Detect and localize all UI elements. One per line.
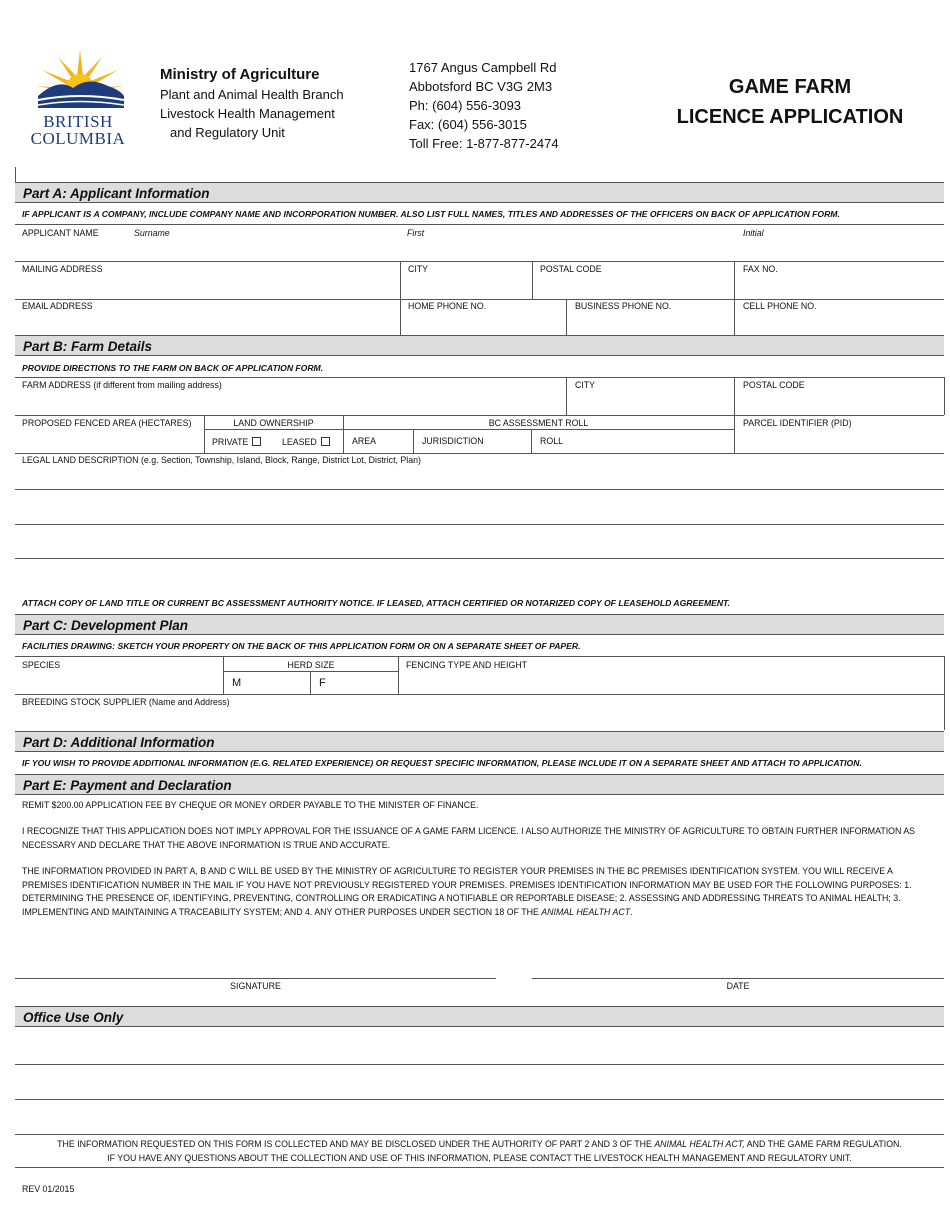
logo-line2: COLUMBIA — [30, 129, 126, 148]
address-phone: Ph: (604) 556-3093 — [409, 98, 522, 113]
logo-line1: BRITISH — [43, 112, 113, 131]
part-b-heading: Part B: Farm Details — [15, 335, 944, 356]
info-end: . — [630, 906, 633, 917]
bc-logo-icon — [28, 48, 133, 108]
footer-line1-act: ANIMAL HEALTH ACT, — [654, 1139, 745, 1149]
part-d-note: IF YOU WISH TO PROVIDE ADDITIONAL INFORMATION (E.G. RELATED EXPERIENCE) OR REQUEST SPECIFIC INFORMATION, PLEASE INCLUDE IT ON A SEPARATE SHEET AND ATTACH TO APPLICATION. — [22, 758, 862, 768]
info-text — [22, 865, 937, 919]
signature-label: SIGNATURE — [230, 981, 281, 991]
ministry-branch: Plant and Animal Health Branch — [160, 87, 344, 102]
bc-logo — [28, 48, 133, 148]
part-e-heading: Part E: Payment and Declaration — [15, 774, 944, 795]
address-street: 1767 Angus Campbell Rd — [409, 60, 557, 75]
ministry-unit1: Livestock Health Management — [160, 106, 335, 121]
recognize-text: I RECOGNIZE THAT THIS APPLICATION DOES NOT IMPLY APPROVAL FOR THE ISSUANCE OF A GAME FARM LICENCE. I ALSO AUTHORIZE THE MINISTRY OF AGRICULTURE TO OBTAIN FURTHER INFORMATION AS NECESSARY AND DECLARE THAT THE ABOVE INFORMATION IS TRUE AND ACCURATE. — [22, 826, 916, 850]
initial-label: Initial — [743, 228, 764, 238]
office-use-heading: Office Use Only — [15, 1006, 944, 1027]
postal-code-label: POSTAL CODE — [540, 264, 602, 274]
leased-label: LEASED — [282, 437, 317, 447]
city-label: CITY — [408, 264, 429, 274]
fax-label: FAX NO. — [743, 264, 778, 274]
jurisdiction-label: JURISDICTION — [422, 436, 484, 446]
leased-option[interactable] — [282, 437, 330, 447]
private-option[interactable] — [212, 437, 261, 447]
surname-label: Surname — [134, 228, 170, 238]
species-label: SPECIES — [22, 660, 61, 670]
herd-m-label: M — [232, 677, 242, 689]
land-ownership-label: LAND OWNERSHIP — [233, 418, 314, 428]
farm-address-label: FARM ADDRESS (if different from mailing address) — [22, 380, 222, 390]
info-main: THE INFORMATION PROVIDED IN PART A, B AND C WILL BE USED BY THE MINISTRY OF AGRICULTURE TO REGISTER YOUR PREMISES IN THE BC PREMISES IDENTIFICATION SYSTEM. YOU WILL RECEIVE A PREMISES IDENTIFICATION NUMBER IN THE MAIL IF YOU HAVE NOT PREVIOUSLY REGISTERED YOUR PREMISES. PREMISES IDENTIFICATION INFORMATION MAY BE USED FOR THE FOLLOWING PURPOSES: 1. DETERMINING THE PRESENCE OF, IDENTIFYING, PREVENTING, CONTROLLING OR ERADICATING A NOTIFIABLE OR REPORTABLE DISEASE; 2. ASSESSING AND ADDRESSING THREATS TO ANIMAL HEALTH; 3. IMPLEMENTING AND MAINTAINING A TRACEABILITY SYSTEM; AND 4. ANY OTHER PURPOSES UNDER SECTION 18 OF THE — [22, 866, 912, 917]
page-title — [660, 72, 920, 132]
part-c-note: FACILITIES DRAWING: SKETCH YOUR PROPERTY ON THE BACK OF THIS APPLICATION FORM OR ON A SEPARATE SHEET OF PAPER. — [22, 641, 581, 651]
footer-line1 — [15, 1138, 944, 1152]
footer-line1-a: THE INFORMATION REQUESTED ON THIS FORM IS COLLECTED AND MAY BE DISCLOSED UNDER THE AUTHORITY OF PART 2 AND 3 OF THE — [57, 1139, 655, 1149]
home-phone-label: HOME PHONE NO. — [408, 301, 487, 311]
fenced-area-label: PROPOSED FENCED AREA (HECTARES) — [22, 418, 192, 428]
breeding-label: BREEDING STOCK SUPPLIER (Name and Address) — [22, 697, 230, 707]
ministry-name: Ministry of Agriculture — [160, 66, 320, 83]
part-b-note: PROVIDE DIRECTIONS TO THE FARM ON BACK OF APPLICATION FORM. — [22, 363, 324, 373]
private-label: PRIVATE — [212, 437, 249, 447]
remit-text: REMIT $200.00 APPLICATION FEE BY CHEQUE OR MONEY ORDER PAYABLE TO THE MINISTER OF FINANCE. — [22, 800, 479, 810]
private-checkbox[interactable] — [252, 437, 261, 446]
date-label: DATE — [726, 981, 750, 991]
footer-line2: IF YOU HAVE ANY QUESTIONS ABOUT THE COLLECTION AND USE OF THIS INFORMATION, PLEASE CONTACT THE LIVESTOCK HEALTH MANAGEMENT AND REGULATORY UNIT. — [107, 1152, 852, 1163]
cell-phone-label: CELL PHONE NO. — [743, 301, 817, 311]
address-fax: Fax: (604) 556-3015 — [409, 117, 527, 132]
address-tollfree: Toll Free: 1-877-877-2474 — [409, 136, 559, 151]
info-act: ANIMAL HEALTH ACT — [541, 906, 631, 917]
farm-postal-code-label: POSTAL CODE — [743, 380, 805, 390]
roll-label: ROLL — [540, 436, 563, 446]
revision-label: REV 01/2015 — [22, 1184, 75, 1194]
leased-checkbox[interactable] — [321, 437, 330, 446]
address-city: Abbotsford BC V3G 2M3 — [409, 79, 553, 94]
title-line2: LICENCE APPLICATION — [676, 106, 904, 128]
part-a-note: IF APPLICANT IS A COMPANY, INCLUDE COMPANY NAME AND INCORPORATION NUMBER. ALSO LIST FULL NAMES, TITLES AND ADDRESSES OF THE OFFICERS ON BACK OF APPLICATION FORM. — [22, 209, 840, 219]
email-label: EMAIL ADDRESS — [22, 301, 93, 311]
attach-note: ATTACH COPY OF LAND TITLE OR CURRENT BC ASSESSMENT AUTHORITY NOTICE. IF LEASED, ATTACH CERTIFIED OR NOTARIZED COPY OF LEASEHOLD AGREEMENT. — [22, 598, 731, 608]
area-label: AREA — [352, 436, 376, 446]
part-c-heading: Part C: Development Plan — [15, 614, 944, 635]
legal-desc-label: LEGAL LAND DESCRIPTION (e.g. Section, Township, Island, Block, Range, District Lot, District, Plan) — [22, 455, 421, 465]
applicant-name-label: APPLICANT NAME — [22, 228, 99, 238]
part-a-heading: Part A: Applicant Information — [15, 182, 944, 203]
herd-f-label: F — [319, 677, 326, 689]
ministry-unit2: and Regulatory Unit — [170, 125, 285, 140]
title-line1: GAME FARM — [728, 76, 852, 98]
fencing-label: FENCING TYPE AND HEIGHT — [406, 660, 528, 670]
part-d-heading: Part D: Additional Information — [15, 731, 944, 752]
pid-label: PARCEL IDENTIFIER (PID) — [743, 418, 852, 428]
business-phone-label: BUSINESS PHONE NO. — [575, 301, 672, 311]
footer-line1-c: AND THE GAME FARM REGULATION. — [744, 1139, 902, 1149]
farm-city-label: CITY — [575, 380, 596, 390]
first-label: First — [407, 228, 425, 238]
footer-notice — [15, 1138, 944, 1165]
assessment-roll-label: BC ASSESSMENT ROLL — [488, 418, 589, 428]
mailing-address-label: MAILING ADDRESS — [22, 264, 103, 274]
herd-size-label: HERD SIZE — [287, 660, 335, 670]
